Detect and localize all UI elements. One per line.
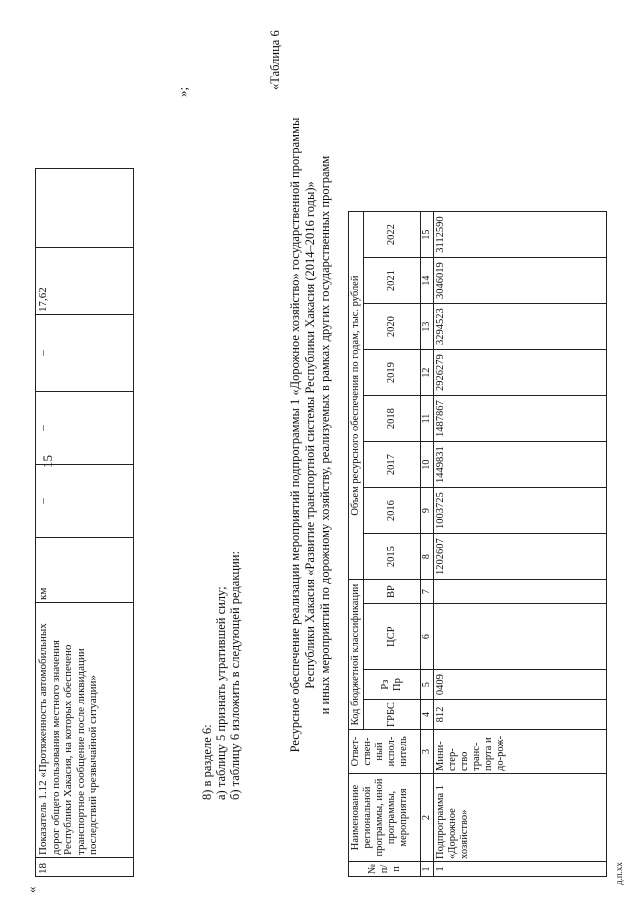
indicator-value-4: 17,62 xyxy=(36,248,134,315)
row-value: 3112590 xyxy=(434,212,607,258)
column-index: 10 xyxy=(421,442,434,488)
indicator-table xyxy=(35,168,134,877)
page-number: 15 xyxy=(40,455,55,468)
section-line: 8) в разделе 6: xyxy=(200,724,214,800)
footer-code: д.п.хх xyxy=(614,862,624,885)
table-header-row xyxy=(349,212,364,877)
header-responsible: Ответ-ствен-ный испол-нитель xyxy=(349,729,421,773)
section-line: а) таблицу 5 признать утратившей силу; xyxy=(214,586,228,800)
row-num: 1 xyxy=(434,861,607,876)
column-index: 2 xyxy=(421,773,434,861)
header-year: 2015 xyxy=(364,534,421,580)
indicator-value-2: – xyxy=(36,392,134,465)
row-responsible: Мини-стер-ство транс-порта и до-рож- xyxy=(434,729,607,773)
row-value: 2926279 xyxy=(434,350,607,396)
row-name: Подпрограмма 1 «Дорожное хозяйство» xyxy=(434,773,607,861)
column-index: 15 xyxy=(421,212,434,258)
header-grbs: ГРБС xyxy=(364,700,421,730)
column-index: 7 xyxy=(421,580,434,604)
row-value: 1202607 xyxy=(434,534,607,580)
header-year: 2021 xyxy=(364,258,421,304)
column-index: 14 xyxy=(421,258,434,304)
column-index: 8 xyxy=(421,534,434,580)
column-index: 11 xyxy=(421,396,434,442)
column-index: 5 xyxy=(421,670,434,700)
column-index: 13 xyxy=(421,304,434,350)
header-rzpr: Рз Пр xyxy=(364,670,421,700)
column-index: 6 xyxy=(421,604,434,670)
column-index: 4 xyxy=(421,700,434,730)
header-year: 2019 xyxy=(364,350,421,396)
indicator-value-1: – xyxy=(36,465,134,538)
header-year: 2020 xyxy=(364,304,421,350)
header-year: 2022 xyxy=(364,212,421,258)
resource-table xyxy=(348,211,607,877)
row-value: 1003725 xyxy=(434,488,607,534)
header-num: № п/п xyxy=(349,861,421,876)
closing-mark: »; xyxy=(175,86,190,97)
header-csr: ЦСР xyxy=(364,604,421,670)
header-budget-code: Код бюджетной классификации xyxy=(349,580,364,730)
row-vr xyxy=(434,580,607,604)
column-index: 9 xyxy=(421,488,434,534)
table-row xyxy=(36,169,134,877)
section-line: б) таблицу 6 изложить в следующей редакции: xyxy=(228,551,242,800)
row-value: 1487867 xyxy=(434,396,607,442)
open-quote: « xyxy=(24,886,39,893)
indicator-value-3: – xyxy=(36,315,134,392)
header-volume: Объем ресурсного обеспечения по годам, тыс. рублей xyxy=(349,212,364,580)
column-index: 1 xyxy=(421,861,434,876)
row-csr xyxy=(434,604,607,670)
table-title-line: и иных мероприятий по дорожному хозяйству, реализуемых в рамках других государственных программ xyxy=(318,155,332,715)
column-index-row xyxy=(421,212,434,877)
table-label: «Таблица 6 xyxy=(268,30,282,90)
row-value: 3046019 xyxy=(434,258,607,304)
indicator-text: Показатель 1.12 «Протяженность автомобильных дорог общего пользования местного значения Республики Хакасия, на которых обеспечено транспортное сообщение после ликвидации последствий чрезвычайной ситуации» xyxy=(36,603,134,858)
row-grbs: 812 xyxy=(434,700,607,730)
indicator-num: 18 xyxy=(36,858,134,877)
row-value: 3294523 xyxy=(434,304,607,350)
column-index: 12 xyxy=(421,350,434,396)
table-row xyxy=(434,212,607,877)
table-title-line: Ресурсное обеспечение реализации мероприятий подпрограммы 1 «Дорожное хозяйство» государственной программы xyxy=(288,117,302,753)
row-rzpr: 0409 xyxy=(434,670,607,700)
indicator-unit: км xyxy=(36,538,134,603)
row-value: 1449831 xyxy=(434,442,607,488)
column-index: 3 xyxy=(421,729,434,773)
header-vr: ВР xyxy=(364,580,421,604)
header-year: 2017 xyxy=(364,442,421,488)
table-title-line: Республики Хакасия «Развитие транспортной системы Республики Хакасия (2014–2016 годы)» xyxy=(303,181,317,689)
indicator-empty xyxy=(36,169,134,248)
header-name: Наименование региональной программы, иной программы, мероприятия xyxy=(349,773,421,861)
header-year: 2018 xyxy=(364,396,421,442)
header-year: 2016 xyxy=(364,488,421,534)
